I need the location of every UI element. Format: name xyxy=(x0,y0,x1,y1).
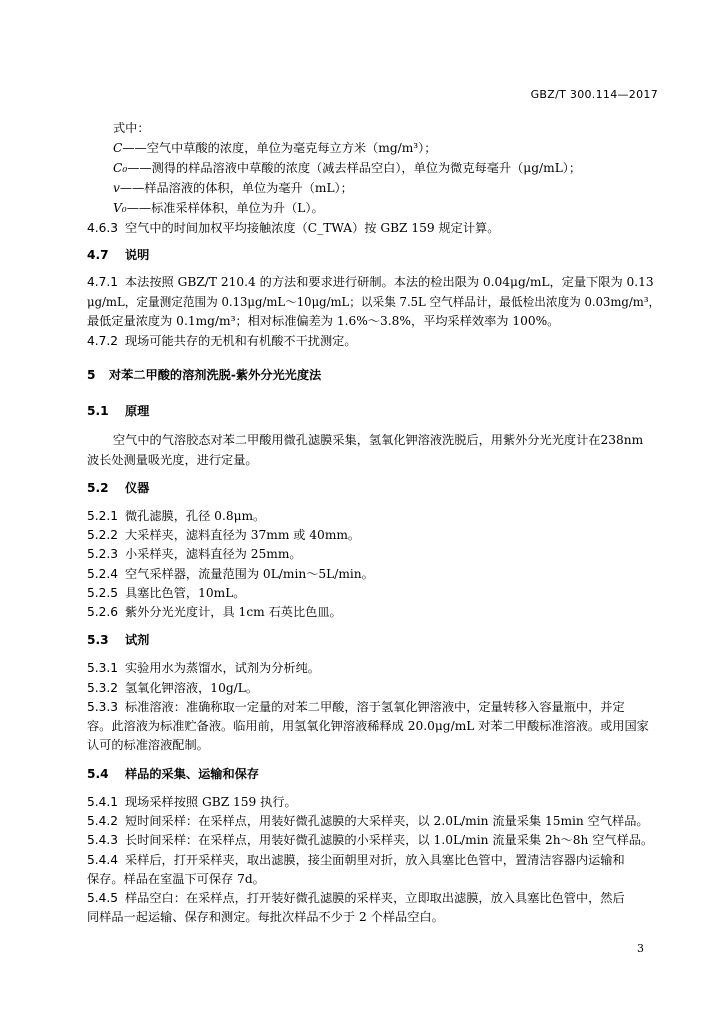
clause-4-7-1-line2: μg/mL，定量测定范围为 0.13μg/mL～10μg/mL；以采集 7.5L 空气样品计，最低检出浓度为 0.03mg/m³， xyxy=(87,295,661,309)
section-5-3-heading: 5.3 试剂 xyxy=(87,633,150,647)
instrument-item: 5.2.2 大采样夹，滤料直径为 37mm 或 40mm。 xyxy=(87,528,361,542)
section-5-1-heading: 5.1 原理 xyxy=(87,404,150,418)
clause-4-6-3: 4.6.3 空气中的时间加权平均接触浓度（C_TWA）按 GBZ 159 规定计算。 xyxy=(87,221,500,235)
instrument-item: 5.2.6 紫外分光光度计，具 1cm 石英比色皿。 xyxy=(87,605,342,619)
clause-5-4-5-line2: 同样品一起运输、保存和测定。每批次样品不少于 2 个样品空白。 xyxy=(87,910,444,924)
section-4-7-heading: 4.7 说明 xyxy=(87,248,150,262)
clause-5-4-1: 5.4.1 现场采样按照 GBZ 159 执行。 xyxy=(87,795,297,809)
principle-line1: 空气中的气溶胶态对苯二甲酸用微孔滤膜采集，氢氧化钾溶液洗脱后，用紫外分光光度计在238nm xyxy=(113,433,644,447)
clause-4-7-2: 4.7.2 现场可能共存的无机和有机酸不干扰测定。 xyxy=(87,334,357,348)
instrument-item: 5.2.3 小采样夹，滤料直径为 25mm。 xyxy=(87,547,302,561)
clause-5-3-3-line1: 5.3.3 标准溶液：准确称取一定量的对苯二甲酸，溶于氢氧化钾溶液中，定量转移入容量瓶中，并定 xyxy=(87,700,625,714)
clause-5-4-4-line1: 5.4.4 采样后，打开采样夹，取出滤膜，接尘面朝里对折，放入具塞比色管中，置清洁容器内运输和 xyxy=(87,853,625,867)
clause-5-3-3-line3: 认可的标准溶液配制。 xyxy=(87,738,209,752)
clause-5-3-2: 5.3.2 氢氧化钾溶液，10g/L。 xyxy=(87,681,259,695)
formula-intro: 式中： xyxy=(113,121,150,135)
standard-code: GBZ/T 300.114—2017 xyxy=(530,88,658,101)
formula-var-c: C——空气中草酸的浓度，单位为毫克每立方米（mg/m³）； xyxy=(113,141,437,155)
section-5-2-heading: 5.2 仪器 xyxy=(87,481,150,495)
section-5-4-heading: 5.4 样品的采集、运输和保存 xyxy=(87,767,260,781)
clause-5-4-2: 5.4.2 短时间采样：在采样点，用装好微孔滤膜的大采样夹，以 2.0L/min 流量采集 15min 空气样品。 xyxy=(87,814,649,828)
instrument-item: 5.2.1 微孔滤膜，孔径 0.8μm。 xyxy=(87,509,266,523)
principle-line2: 波长处测量吸光度，进行定量。 xyxy=(87,453,258,467)
clause-5-4-4-line2: 保存。样品在室温下可保存 7d。 xyxy=(87,872,265,886)
clause-4-7-1-line1: 4.7.1 本法按照 GBZ/T 210.4 的方法和要求进行研制。本法的检出限为 0.04μg/mL，定量下限为 0.13 xyxy=(87,275,654,289)
formula-var-v: v——样品溶液的体积，单位为毫升（mL）； xyxy=(113,181,353,195)
clause-5-3-3-line2: 容。此溶液为标准贮备液。临用前，用氢氧化钾溶液稀释成 20.0μg/mL 对苯二甲酸标准溶液。或用国家 xyxy=(87,719,649,733)
clause-4-7-1-line3: 最低定量浓度为 0.1mg/m³；相对标准偏差为 1.6%～3.8%，平均采样效率为 100%。 xyxy=(87,314,560,328)
clause-5-3-1: 5.3.1 实验用水为蒸馏水，试剂为分析纯。 xyxy=(87,661,320,675)
formula-var-c0: C₀——测得的样品溶液中草酸的浓度（减去样品空白），单位为微克每毫升（μg/mL）； xyxy=(113,161,582,175)
instrument-item: 5.2.4 空气采样器，流量范围为 0L/min～5L/min。 xyxy=(87,567,374,581)
formula-var-v0: V₀——标准采样体积，单位为升（L）。 xyxy=(113,201,324,215)
instrument-item: 5.2.5 具塞比色管，10mL。 xyxy=(87,586,246,600)
clause-5-4-5-line1: 5.4.5 样品空白：在采样点，打开装好微孔滤膜的采样夹，立即取出滤膜，放入具塞比色管中，然后 xyxy=(87,891,625,905)
section-5-heading: 5 对苯二甲酸的溶剂洗脱-紫外分光光度法 xyxy=(87,368,322,382)
clause-5-4-3: 5.4.3 长时间采样：在采样点，用装好微孔滤膜的小采样夹，以 1.0L/min 流量采集 2h～8h 空气样品。 xyxy=(87,833,654,847)
page-number: 3 xyxy=(637,942,644,955)
